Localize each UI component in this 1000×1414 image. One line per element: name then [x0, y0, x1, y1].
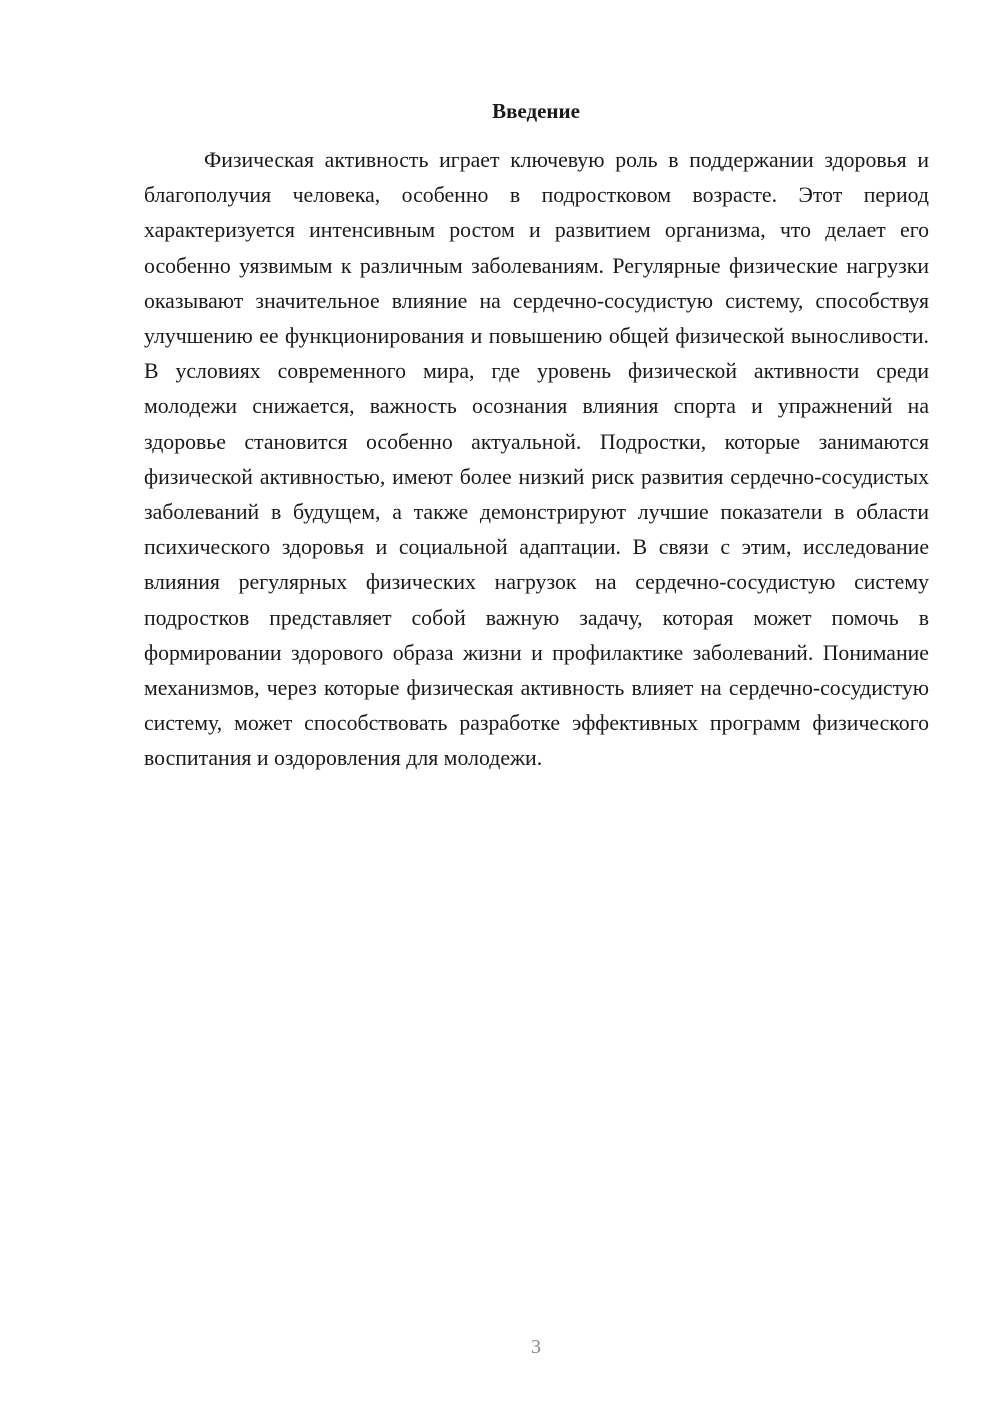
section-heading: Введение	[492, 99, 580, 123]
page-number: 3	[531, 1336, 541, 1358]
body-paragraph: Физическая активность играет ключевую роль в поддержании здоровья и благополучия человека, особенно в подростковом возрасте. Этот период характеризуется интенсивным ростом и развитием организма, что делает его особенно уязвимым к различным заболеваниям. Регулярные физические нагрузки оказывают значительное влияние на сердечно-сосудистую систему, способствуя улучшению ее функционирования и повышению общей физической выносливости. В условиях современного мира, где уровень физической активности среди молодежи снижается, важность осознания влияния спорта и упражнений на здоровье становится особенно актуальной. Подростки, которые занимаются физической активностью, имеют более низкий риск развития сердечно-сосудистых заболеваний в будущем, а также демонстрируют лучшие показатели в области психического здоровья и социальной адаптации. В связи с этим, исследование влияния регулярных физических нагрузок на сердечно-сосудистую систему подростков представляет собой важную задачу, которая может помочь в формировании здорового образа жизни и профилактике заболеваний. Понимание механизмов, через которые физическая активность влияет на сердечно-сосудистую систему, может способствовать разработке эффективных программ физического воспитания и оздоровления для молодежи.	[144, 148, 929, 771]
